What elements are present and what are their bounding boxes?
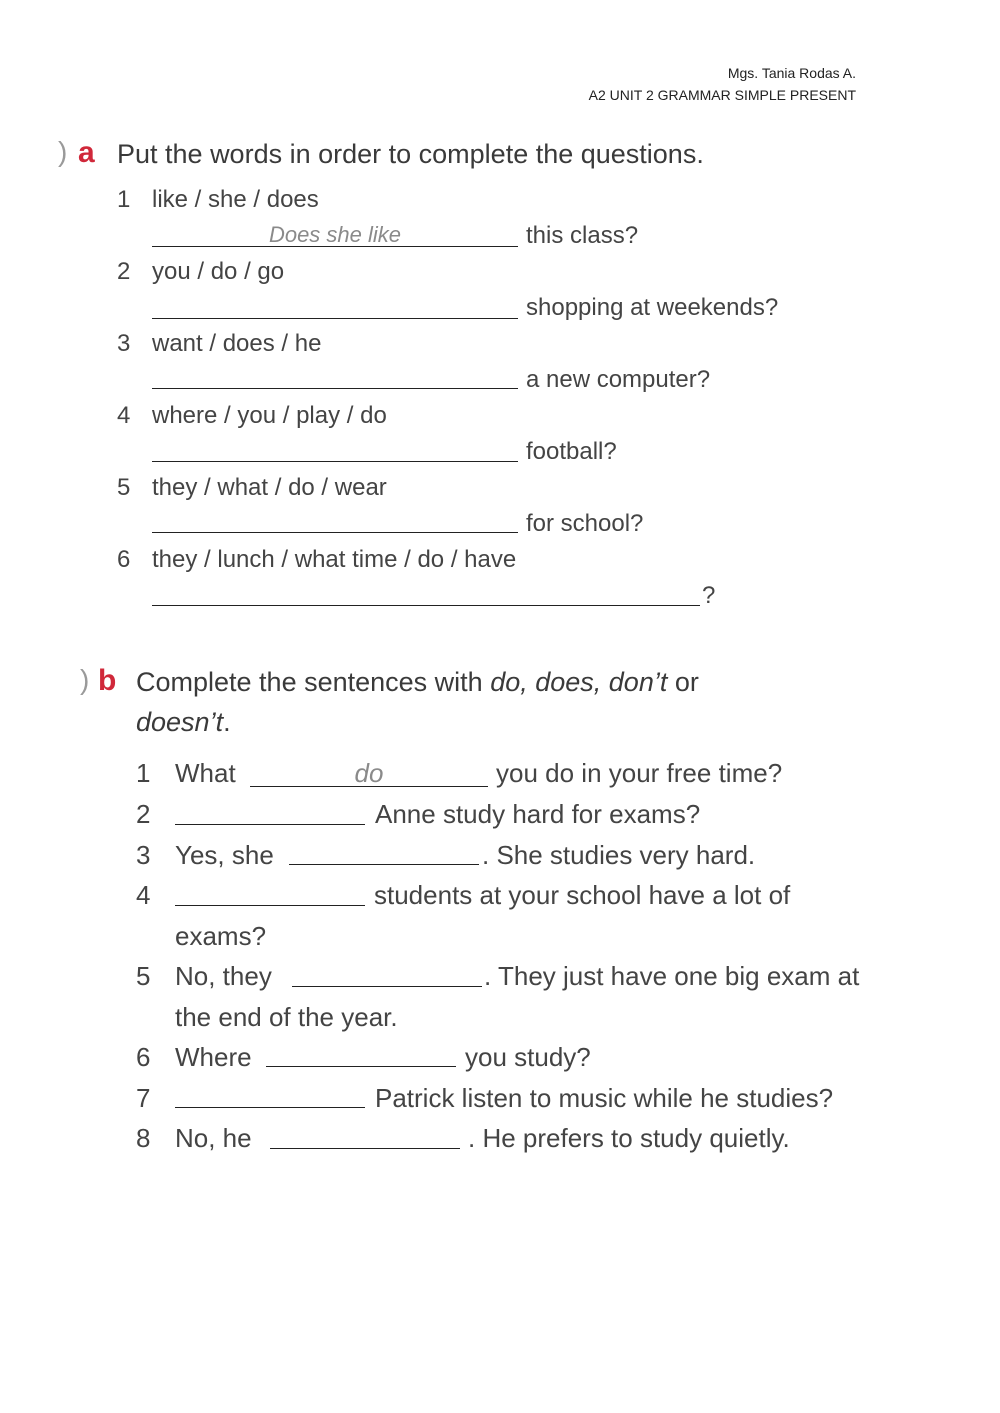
question-tail: this class? (526, 222, 639, 249)
answer-blank[interactable] (152, 318, 518, 319)
sentence-start: Where (175, 1042, 252, 1072)
answer-blank[interactable] (175, 1107, 365, 1108)
item-number: 1 (136, 758, 151, 788)
worksheet-subtitle: A2 UNIT 2 GRAMMAR SIMPLE PRESENT (588, 87, 856, 103)
answer-blank[interactable] (175, 905, 365, 906)
sentence-end: you do in your free time? (496, 758, 783, 788)
item-number: 1 (117, 186, 131, 213)
section-a-letter: a (78, 136, 95, 169)
word-prompt: want / does / he (152, 330, 322, 357)
question-tail: a new computer? (526, 366, 711, 393)
title-or: or (667, 667, 699, 697)
author-name: Mgs. Tania Rodas A. (727, 65, 856, 81)
section-a-title: Put the words in order to complete the questions. (117, 139, 704, 169)
sentence-start: No, they (175, 961, 272, 991)
item-number: 5 (136, 961, 151, 991)
item-number: 3 (117, 330, 131, 357)
example-answer: Does she like (268, 222, 402, 247)
item-number: 2 (117, 258, 131, 285)
document-header (589, 62, 856, 106)
section-b-title-line2 (136, 707, 231, 738)
answer-blank[interactable] (152, 605, 700, 606)
answer-blank[interactable] (175, 824, 365, 825)
sentence-end: you study? (465, 1042, 591, 1072)
sentence-end: . They just have one big exam at (484, 961, 860, 991)
question-tail: for school? (526, 510, 644, 537)
question-tail: ? (702, 582, 716, 609)
answer-blank[interactable] (292, 986, 482, 987)
title-text: Complete the sentences with (136, 667, 491, 697)
audio-wave-icon: ) (58, 136, 68, 167)
answer-blank[interactable] (152, 461, 518, 462)
item-number: 6 (117, 546, 131, 573)
sentence-continuation: the end of the year. (175, 1002, 398, 1032)
sentence-continuation: exams? (175, 921, 267, 951)
item-number: 7 (136, 1083, 151, 1113)
word-prompt: where / you / play / do (152, 402, 387, 429)
answer-blank[interactable] (289, 864, 479, 865)
title-end: . (223, 707, 231, 737)
answer-blank[interactable] (270, 1148, 460, 1149)
title-keywords: do, does, don’t (490, 667, 668, 697)
sentence-end: Anne study hard for exams? (375, 799, 701, 829)
word-prompt: they / lunch / what time / do / have (152, 546, 517, 573)
answer-blank[interactable] (152, 388, 518, 389)
section-b-letter: b (98, 664, 117, 697)
example-answer: do (354, 758, 384, 788)
item-number: 2 (136, 799, 151, 829)
sentence-end: Patrick listen to music while he studies? (375, 1083, 834, 1113)
question-tail: shopping at weekends? (526, 294, 779, 321)
sentence-start: No, he (175, 1123, 252, 1153)
item-number: 4 (117, 402, 131, 429)
question-tail: football? (526, 438, 617, 465)
item-number: 3 (136, 840, 151, 870)
sentence-end: . He prefers to study quietly. (468, 1123, 790, 1153)
word-prompt: like / she / does (152, 186, 319, 213)
title-keyword-last: doesn’t (136, 707, 224, 737)
sentence-end: . She studies very hard. (482, 840, 756, 870)
word-prompt: you / do / go (152, 258, 285, 285)
audio-wave-icon: ) (80, 664, 90, 695)
item-number: 6 (136, 1042, 151, 1072)
item-number: 5 (117, 474, 131, 501)
answer-blank[interactable] (152, 532, 518, 533)
sentence-start: What (175, 758, 236, 788)
word-prompt: they / what / do / wear (152, 474, 387, 501)
item-number: 8 (136, 1123, 151, 1153)
answer-blank[interactable] (266, 1066, 456, 1067)
item-number: 4 (136, 880, 151, 910)
sentence-start: Yes, she (175, 840, 274, 870)
sentence-end: students at your school have a lot of (374, 880, 791, 910)
section-b-title (136, 667, 699, 698)
